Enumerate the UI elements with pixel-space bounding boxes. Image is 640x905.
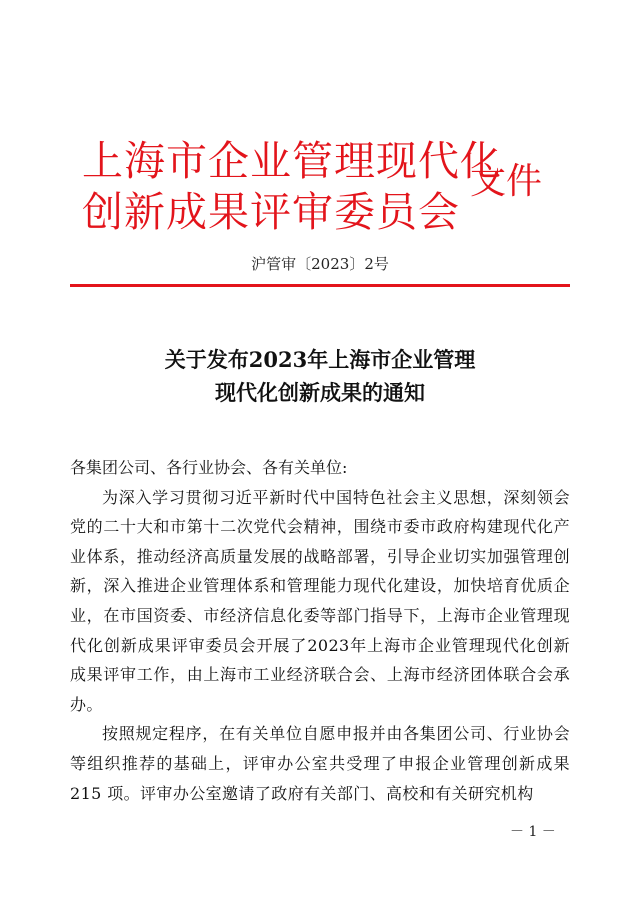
red-separator-line <box>70 284 570 287</box>
notice-title-line-1: 关于发布2023年上海市企业管理 <box>164 347 476 372</box>
notice-title-line-2: 现代化创新成果的通知 <box>215 380 425 405</box>
body-paragraph-1: 为深入学习贯彻习近平新时代中国特色社会主义思想，深刻领会党的二十大和市第十二次党代会精神，围绕市委市政府构建现代化产业体系，推动经济高质量发展的战略部署，引导企业切实加强管理创新，深入推进企业管理体系和管理能力现代化建设，加快培育优质企业，在市国资委、市经济信息化委等部门指导下，上海市企业管理现代化创新成果评审委员会开展了2023年上海市企业管理现代化创新成果评审工作，由上海市工业经济联合会、上海市经济团体联合会承办。 <box>70 487 570 714</box>
notice-title <box>0 343 640 409</box>
document-type-label: 文件 <box>470 161 543 202</box>
body-paragraph-2: 按照规定程序，在有关单位自愿申报并由各集团公司、行业协会等组织推荐的基础上，评审办公室共受理了申报企业管理创新成果 215 项。评审办公室邀请了政府有关部门、高校和有关研究机构 <box>70 724 570 803</box>
notice-body <box>70 453 570 808</box>
document-number: 沪管审〔2023〕2号 <box>251 255 389 273</box>
organization-name-line-1: 上海市企业管理现代化 <box>82 137 502 185</box>
page-number: － 1 － <box>510 824 556 840</box>
issuing-organization <box>82 136 502 238</box>
salutation: 各集团公司、各行业协会、各有关单位: <box>70 458 348 477</box>
organization-name-line-2: 创新成果评审委员会 <box>82 188 460 236</box>
